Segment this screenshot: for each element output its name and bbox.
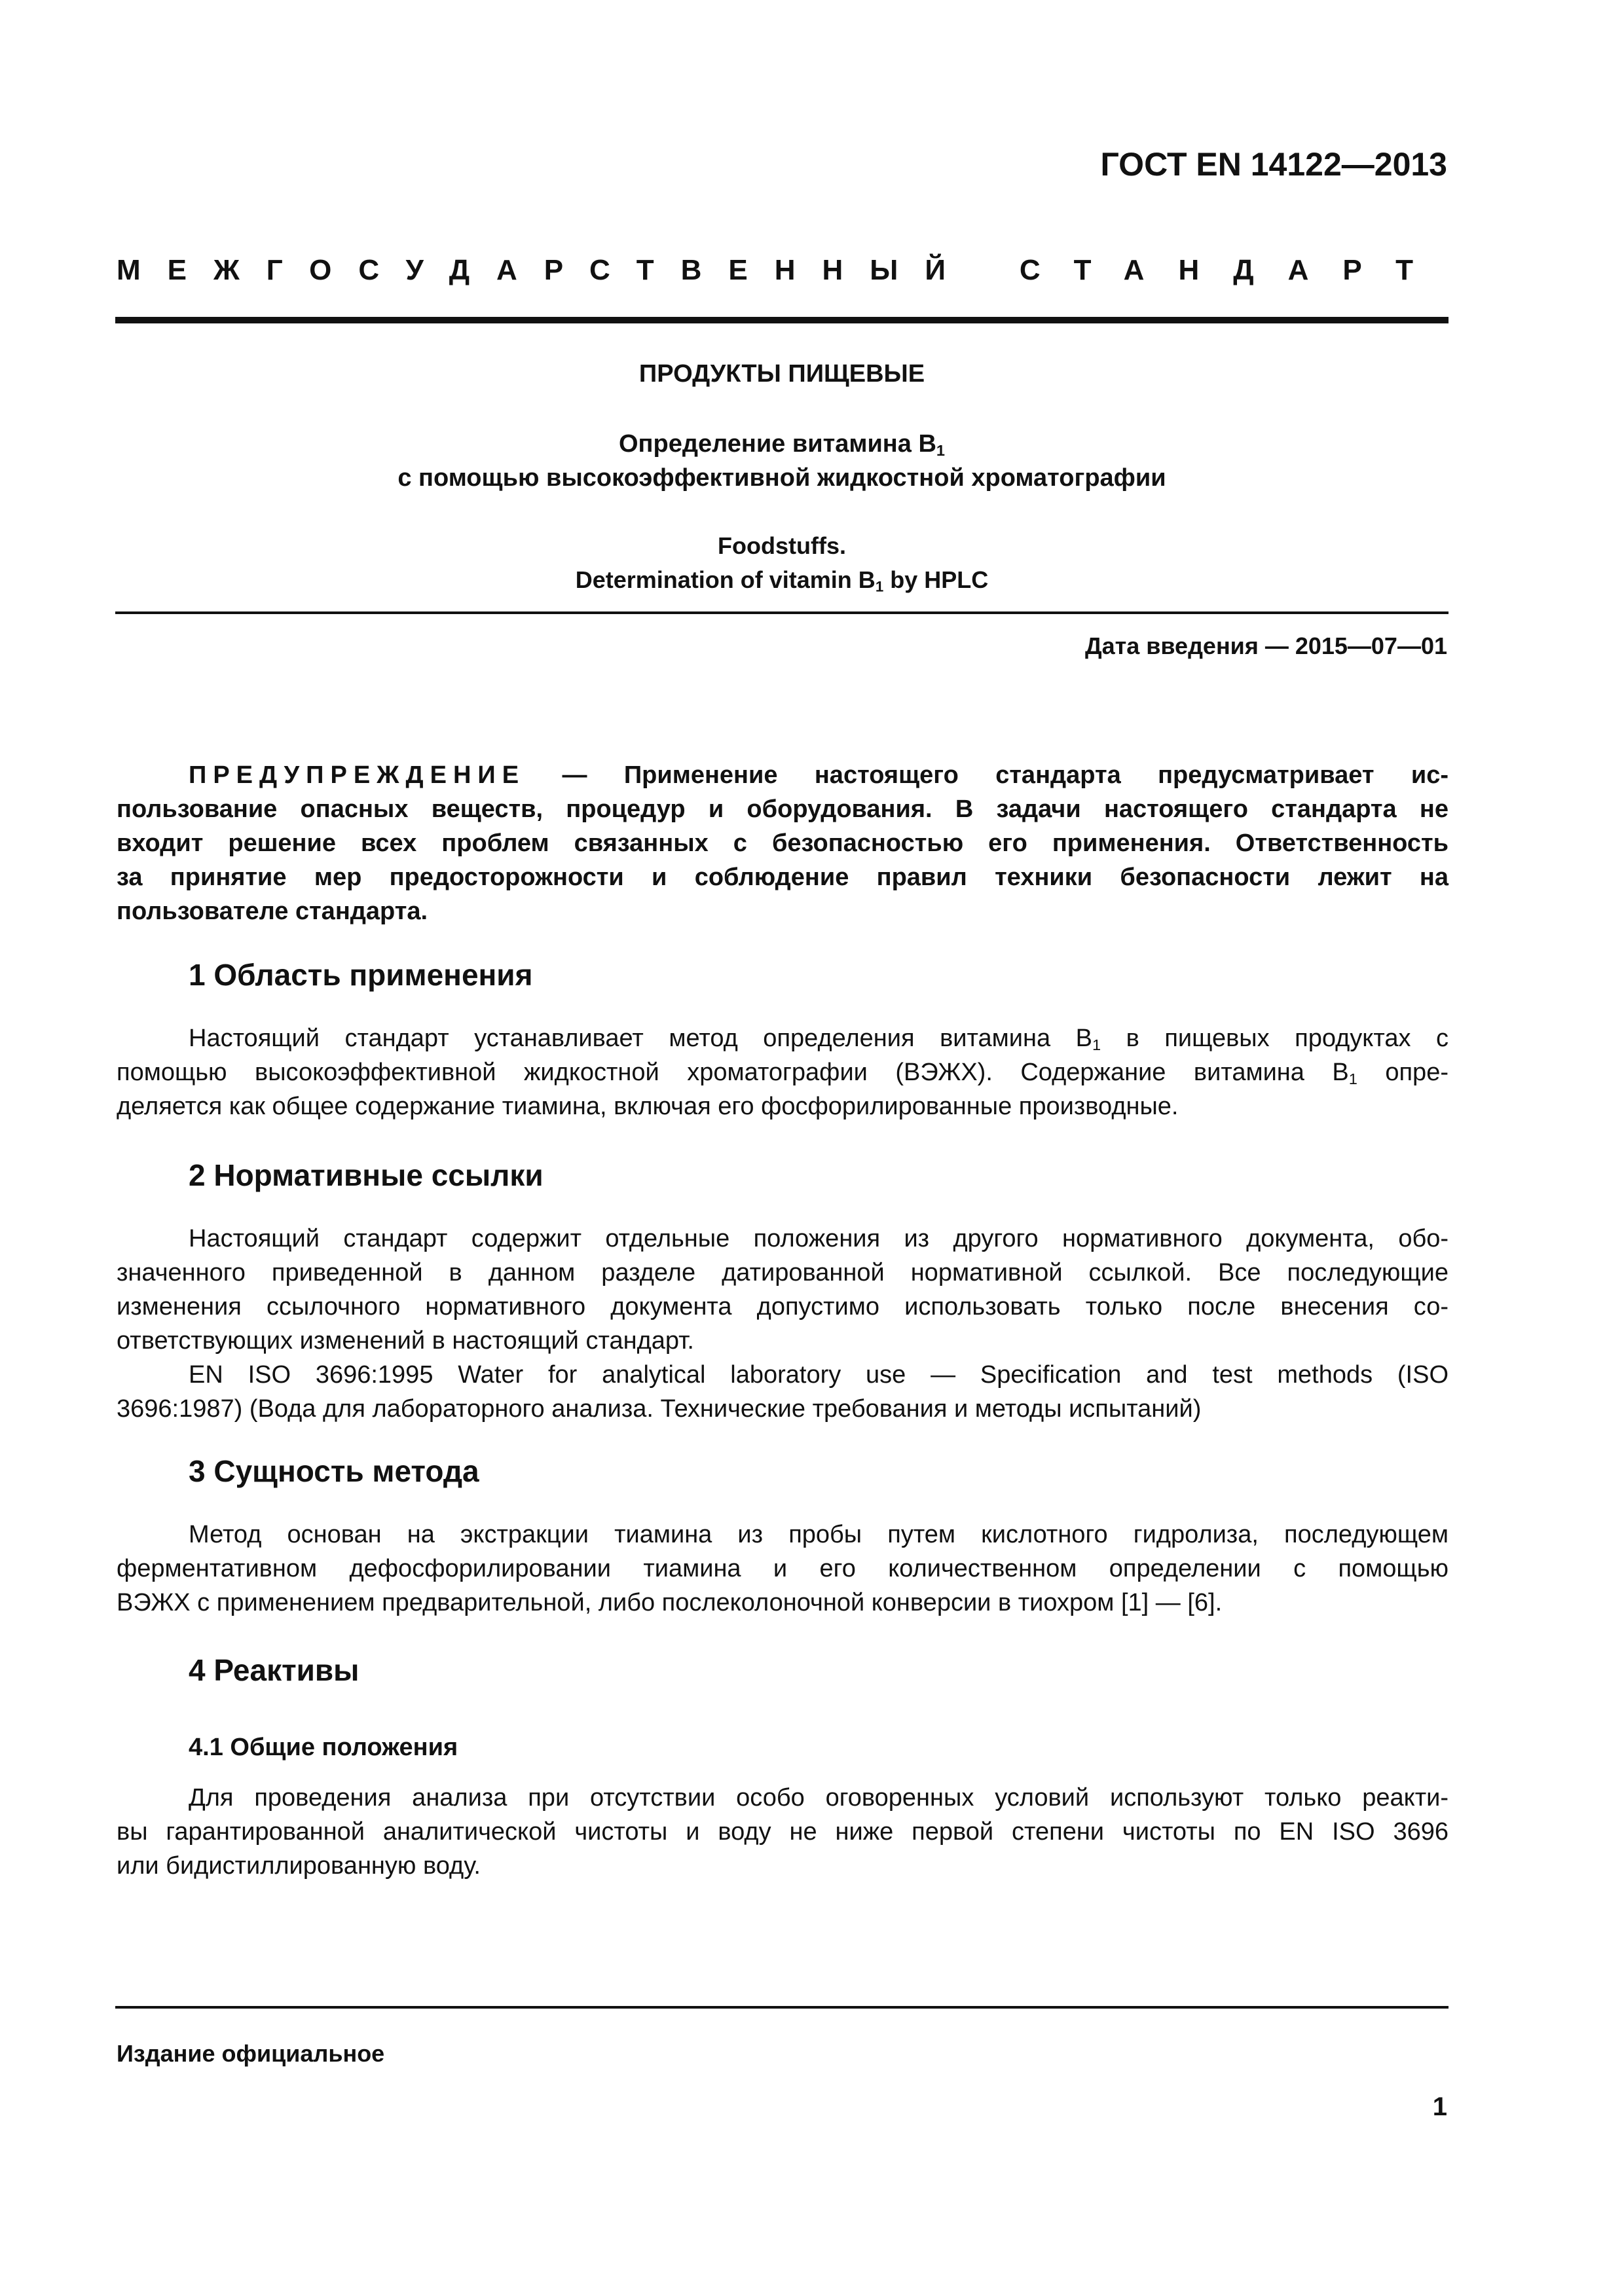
text-line: ВЭЖХ с применением предварительной, либо послеколоночной конверсии в тиохром [1] — [6].	[117, 1589, 1223, 1616]
warning-line: за принятие мер предосторожности и соблюдение правил техники безопасности лежит на	[117, 864, 1449, 891]
section-reagents-paragraph	[117, 1781, 1449, 1883]
warning-line: пользователе стандарта.	[117, 898, 428, 925]
subscript: 1	[1092, 1036, 1101, 1053]
subtitle-line1: Определение витамина B	[618, 430, 936, 458]
text-line: Настоящий стандарт содержит отдельные положения из другого нормативного документа, обо-	[189, 1225, 1449, 1252]
interstate-standard-banner	[117, 254, 1447, 287]
text-line: Метод основан на экстракции тиамина из пробы путем кислотного гидролиза, последующем	[189, 1521, 1449, 1548]
text-line: деляется как общее содержание тиамина, включая его фосфорилированные производные.	[117, 1093, 1179, 1120]
section-normative-paragraph	[117, 1222, 1449, 1426]
warning-keyword: ПРЕДУПРЕЖДЕНИЕ	[189, 761, 526, 789]
subtitle-line2: с помощью высокоэффективной жидкостной хроматографии	[397, 464, 1166, 492]
section-heading-scope: 1 Область применения	[189, 958, 533, 992]
section-heading-reagents: 4 Реактивы	[189, 1653, 360, 1687]
section-heading-method-principle: 3 Сущность метода	[189, 1454, 479, 1488]
subscript: 1	[936, 441, 946, 459]
section-scope-paragraph	[117, 1021, 1449, 1123]
title-en-line1: Foodstuffs.	[718, 532, 846, 559]
subscript: 1	[1348, 1070, 1357, 1087]
title-russian: ПРОДУКТЫ ПИЩЕВЫЕ	[638, 360, 925, 388]
text-line: помощью высокоэффективной жидкостной хроматографии (ВЭЖХ). Содержание витамина B	[117, 1059, 1349, 1086]
warning-line: пользование опасных веществ, процедур и оборудования. В задачи настоящего стандарта не	[117, 795, 1449, 823]
section-method-paragraph	[117, 1518, 1449, 1620]
text-line: ответствующих изменений в настоящий стандарт.	[117, 1327, 694, 1355]
document-code: ГОСТ EN 14122—2013	[1100, 146, 1447, 183]
text-line: значенного приведенной в данном разделе датированной нормативной ссылкой. Все последующие	[117, 1259, 1449, 1286]
warning-line: входит решение всех проблем связанных с безопасностью его применения. Ответственность	[117, 829, 1449, 857]
page-number: 1	[1432, 2092, 1447, 2121]
text-line: Для проведения анализа при отсутствии особо оговоренных условий используют только реакти-	[189, 1784, 1449, 1812]
text-line: или бидистиллированную воду.	[117, 1852, 481, 1880]
title-rule	[115, 611, 1449, 614]
subscript: 1	[875, 578, 884, 595]
interstate-word: МЕЖГОСУДАРСТВЕННЫЙ	[117, 254, 972, 286]
section-heading-normative-references: 2 Нормативные ссылки	[189, 1158, 544, 1192]
text-line: в пищевых продуктах с	[1101, 1025, 1449, 1052]
title-en-line2: Determination of vitamin B	[575, 566, 876, 593]
header-rule	[115, 317, 1449, 323]
title-en-line2-end: by HPLC	[883, 566, 989, 593]
subtitle-russian	[115, 427, 1449, 495]
subsection-heading-general: 4.1 Общие положения	[189, 1734, 458, 1761]
official-edition-label: Издание официальное	[117, 2040, 385, 2067]
reference-line: 3696:1987) (Вода для лабораторного анализа. Технические требования и методы испытаний)	[117, 1395, 1202, 1423]
title-english	[115, 529, 1449, 597]
warning-paragraph	[117, 758, 1449, 928]
text-line: опре-	[1357, 1059, 1449, 1086]
text-line: изменения ссылочного нормативного документа допустимо использовать только после внесения со-	[117, 1293, 1449, 1321]
text-line: вы гарантированной аналитической чистоты и воду не ниже первой степени чистоты по EN ISO 3696	[117, 1818, 1449, 1846]
text-line: Настоящий стандарт устанавливает метод определения витамина B	[189, 1025, 1092, 1052]
footer-rule	[115, 2006, 1449, 2009]
text-line: ферментативном дефосфорилировании тиамина и его количественном определении с помощью	[117, 1555, 1449, 1582]
introduction-date: Дата введения — 2015—07—01	[1084, 632, 1447, 659]
reference-line: EN ISO 3696:1995 Water for analytical laboratory use — Specification and test methods (ISO	[189, 1361, 1449, 1389]
warning-line: — Применение настоящего стандарта предусматривает ис-	[562, 761, 1449, 789]
standard-word: СТАНДАРТ	[1019, 254, 1447, 286]
